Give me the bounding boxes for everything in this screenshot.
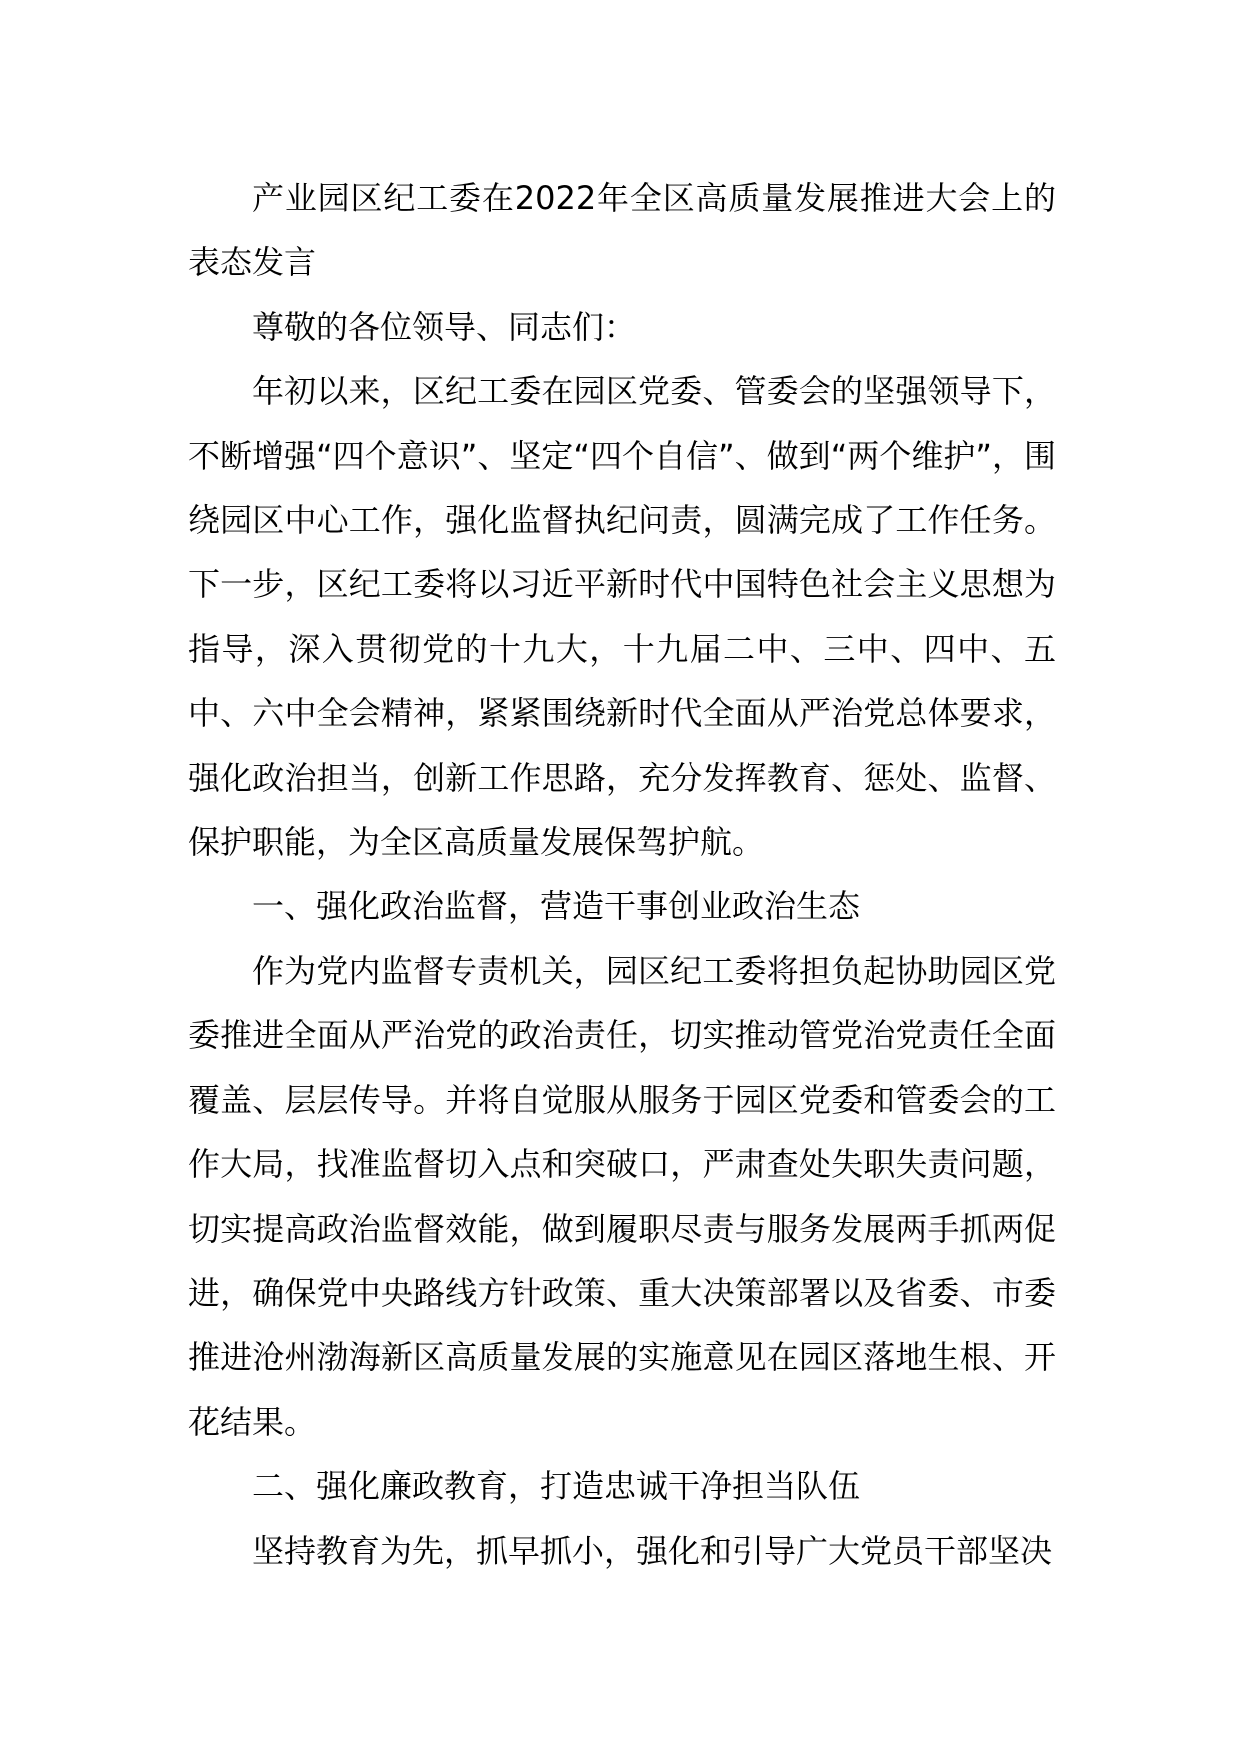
document-title: 产业园区纪工委在2022年全区高质量发展推进大会上的表态发言 <box>188 179 1056 282</box>
body-paragraph: 作为党内监督专责机关，园区纪工委将担负起协助园区党委推进全面从严治党的政治责任，切实推动管党治党责任全面覆盖、层层传导。并将自觉服从服务于园区党委和管委会的工作大局，找准监督切入点和突破口，严肃查处失职失责问题，切实提高政治监督效能，做到履职尽责与服务发展两手抓两促进，确保党中央路线方针政策、重大决策部署以及省委、市委推进沧州渤海新区高质量发展的实施意见在园区落地生根、开花结果。 <box>188 951 1056 1441</box>
salutation: 尊敬的各位领导、同志们： <box>252 307 637 346</box>
section-heading: 二、强化廉政教育，打造忠诚干净担当队伍 <box>252 1467 861 1506</box>
body-paragraph: 年初以来，区纪工委在园区党委、管委会的坚强领导下，不断增强“四个意识”、坚定“四个自信”、做到“两个维护”，围绕园区中心工作，强化监督执纪问责，圆满完成了工作任务。下一步，区纪工委将以习近平新时代中国特色社会主义思想为指导，深入贯彻党的十九大，十九届二中、三中、四中、五中、六中全会精神，紧紧围绕新时代全面从严治党总体要求，强化政治担当，创新工作思路，充分发挥教育、惩处、监督、保护职能，为全区高质量发展保驾护航。 <box>188 372 1056 862</box>
section-heading: 一、强化政治监督，营造干事创业政治生态 <box>252 887 861 926</box>
document-body <box>188 166 1056 1583</box>
body-paragraph: 坚持教育为先，抓早抓小，强化和引导广大党员干部坚决 <box>252 1531 1053 1570</box>
